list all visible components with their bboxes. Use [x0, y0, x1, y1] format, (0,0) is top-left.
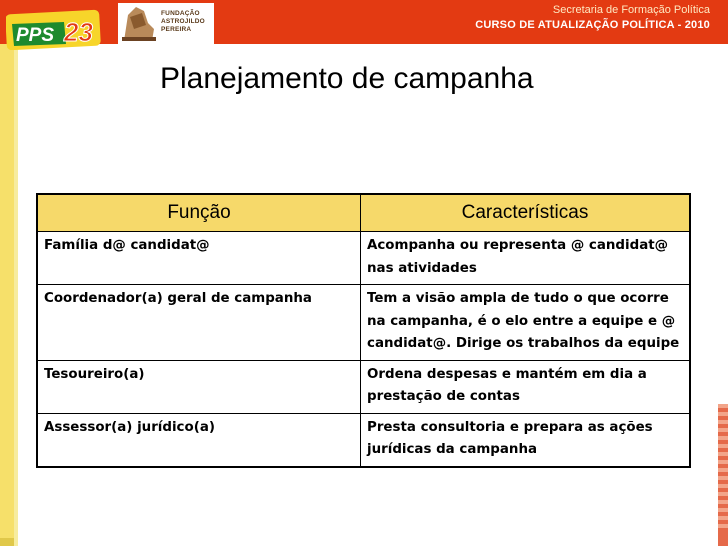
fundacao-line-3: PEREIRA [161, 26, 192, 33]
fundacao-logo-text [161, 10, 205, 34]
table-row [37, 232, 690, 285]
table-row [37, 285, 690, 361]
pps-logo-text: PPS [16, 25, 55, 46]
fundacao-logo [118, 3, 214, 45]
bottom-left-decorative-strip [0, 538, 14, 546]
right-decorative-strip [718, 404, 728, 546]
pps-logo-number: 23 [64, 17, 93, 47]
cell-caracteristicas: Ordena despesas e mantém em dia a prestação de contas [361, 360, 691, 413]
cell-caracteristicas: Acompanha ou representa @ candidat@ nas atividades [361, 232, 691, 285]
header-secretaria: Secretaria de Formação Política [552, 4, 710, 16]
column-header-caracteristicas: Características [361, 194, 691, 232]
table-row [37, 413, 690, 467]
cell-caracteristicas: Presta consultoria e prepara as ações jurídicas da campanha [361, 413, 691, 467]
page-title: Planejamento de campanha [160, 62, 534, 95]
cell-funcao: Coordenador(a) geral de campanha [37, 285, 361, 361]
header-curso: CURSO DE ATUALIZAÇÃO POLÍTICA - 2010 [475, 19, 710, 31]
left-decorative-strip [0, 44, 14, 546]
pps23-logo [6, 8, 104, 50]
fundacao-emblem-icon [118, 3, 160, 45]
column-header-funcao: Função [37, 194, 361, 232]
cell-funcao: Assessor(a) jurídico(a) [37, 413, 361, 467]
fundacao-line-2: ASTROJILDO [161, 18, 205, 25]
cell-funcao: Tesoureiro(a) [37, 360, 361, 413]
roles-table [36, 193, 691, 468]
table-header-row [37, 194, 690, 232]
fundacao-line-1: FUNDAÇÃO [161, 10, 200, 17]
table-row [37, 360, 690, 413]
left-decorative-strip-inner [14, 44, 18, 546]
cell-funcao: Família d@ candidat@ [37, 232, 361, 285]
cell-caracteristicas: Tem a visão ampla de tudo o que ocorre na campanha, é o elo entre a equipe e @ candidat@. Dirige os trabalhos da equipe [361, 285, 691, 361]
